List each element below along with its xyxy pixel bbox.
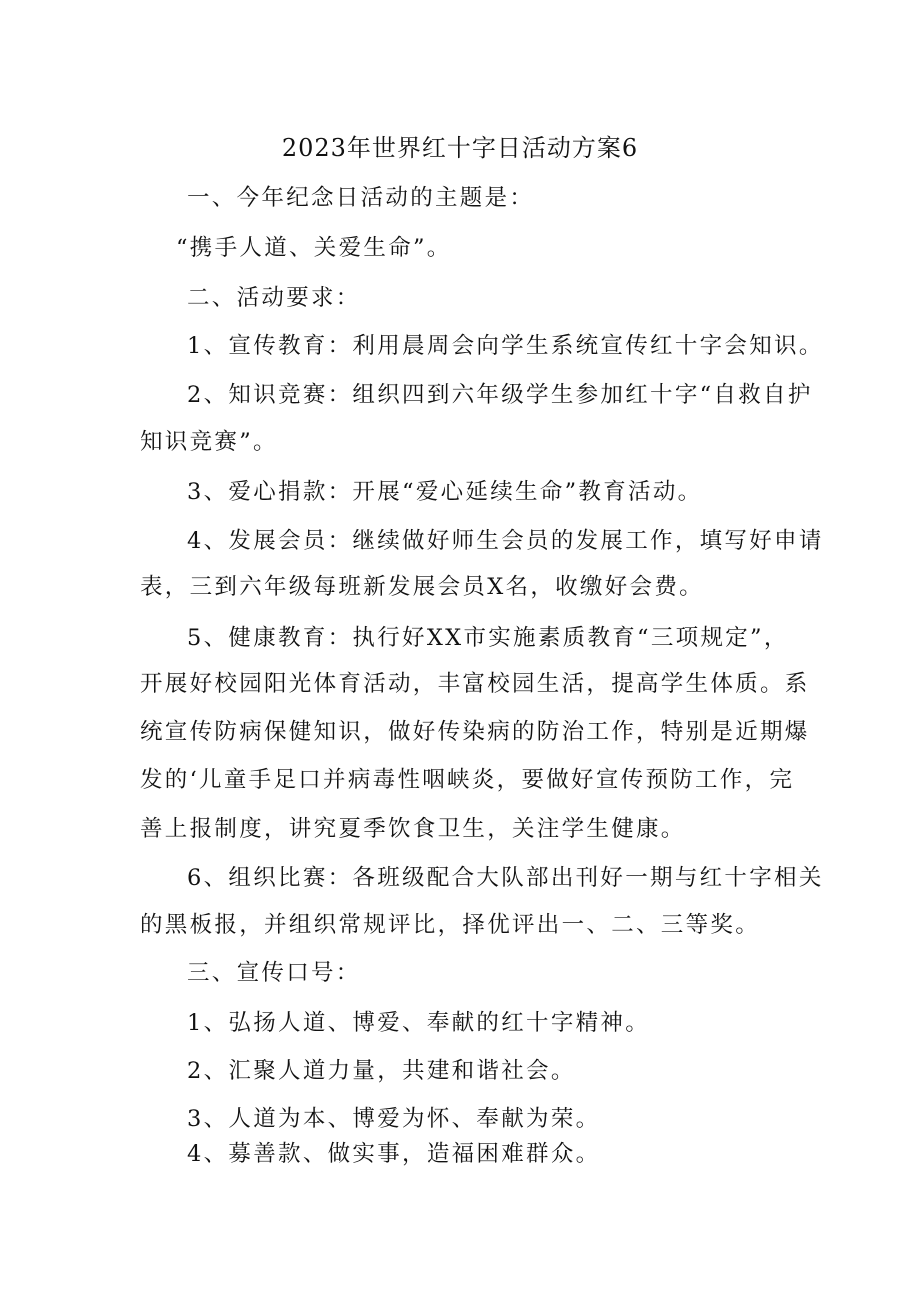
requirement-2-contest-line1: 2、知识竞赛：组织四到六年级学生参加红十字“自救自护 [187, 382, 813, 408]
section-heading-slogans: 三、宣传口号： [187, 960, 361, 986]
slogan-3: 3、人道为本、博爱为怀、奉献为荣。 [187, 1106, 601, 1132]
requirement-1-education: 1、宣传教育：利用晨周会向学生系统宣传红十字会知识。 [187, 333, 824, 359]
section-heading-requirements: 二、活动要求： [187, 285, 361, 311]
slogan-4: 4、募善款、做实事，造福困难群众。 [187, 1141, 601, 1167]
slogan-2: 2、汇聚人道力量，共建和谐社会。 [187, 1058, 576, 1084]
requirement-5-health-line1: 5、健康教育：执行好XX市实施素质教育“三项规定”， [187, 625, 789, 651]
requirement-3-donation: 3、爱心捐款：开展“爱心延续生命”教育活动。 [187, 479, 703, 505]
requirement-2-contest-line2: 知识竞赛”。 [140, 429, 278, 455]
slogan-1: 1、弘扬人道、博爱、奉献的红十字精神。 [187, 1010, 651, 1036]
requirement-5-health-line5: 善上报制度，讲究夏季饮食卫生，关注学生健康。 [140, 816, 686, 842]
document-title: 2023年世界红十字日活动方案6 [281, 134, 639, 162]
requirement-4-members-line2: 表，三到六年级每班新发展会员X名，收缴好会费。 [140, 574, 704, 600]
requirement-5-health-line4: 发的‘儿童手足口并病毒性咽峡炎，要做好宣传预防工作，完 [140, 767, 795, 793]
section-heading-theme: 一、今年纪念日活动的主题是： [187, 185, 535, 211]
requirement-4-members-line1: 4、发展会员：继续做好师生会员的发展工作，填写好申请 [187, 528, 824, 554]
requirement-6-competition-line1: 6、组织比赛：各班级配合大队部出刊好一期与红十字相关 [187, 865, 824, 891]
theme-slogan: “携手人道、关爱生命”。 [176, 235, 452, 261]
requirement-6-competition-line2: 的黑板报，并组织常规评比，择优评出一、二、三等奖。 [140, 912, 761, 938]
requirement-5-health-line3: 统宣传防病保健知识，做好传染病的防治工作，特别是近期爆 [140, 719, 810, 745]
requirement-5-health-line2: 开展好校园阳光体育活动，丰富校园生活，提高学生体质。系 [140, 671, 810, 697]
